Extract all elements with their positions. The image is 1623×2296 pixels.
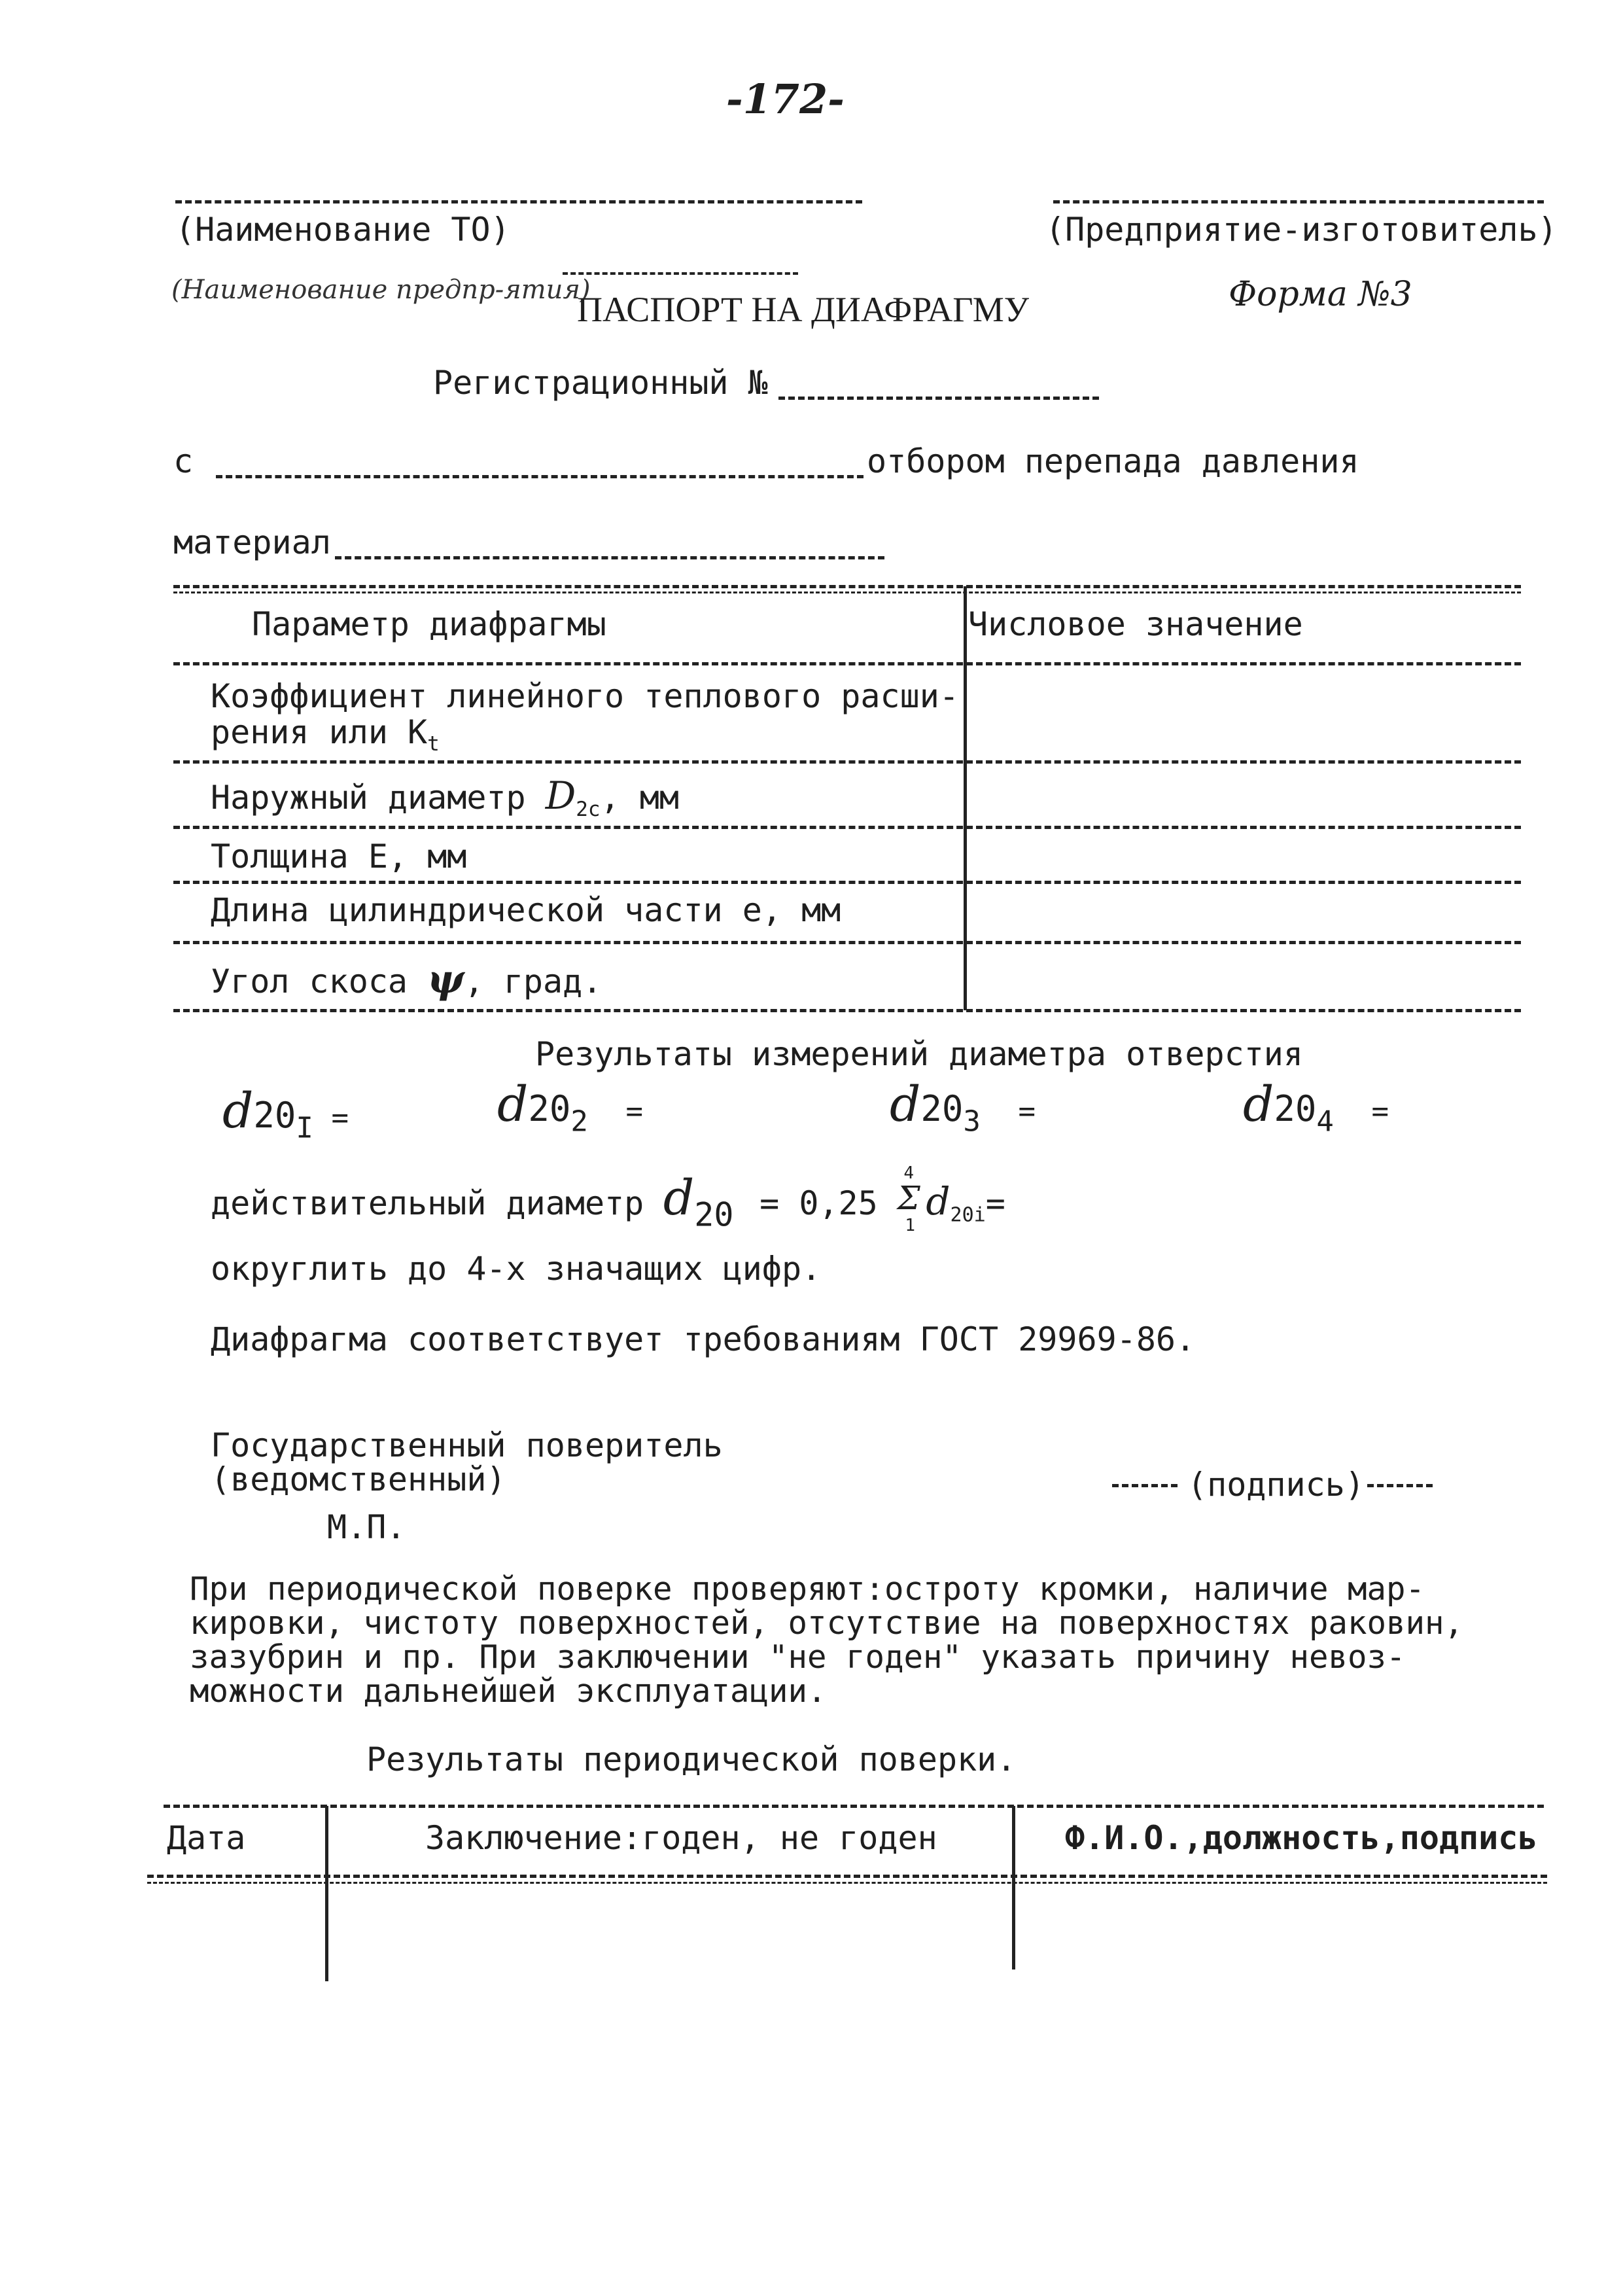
actual-diameter-formula: = 0,25 [759,1184,878,1222]
results-table-top-rule [164,1805,1544,1808]
tapping-prefix: с [173,442,194,480]
results-header-signature: Ф.И.О.,должность,подпись [1065,1819,1538,1857]
measurement-base: 20 [528,1088,571,1129]
verifier-line1: Государственный поверитель [211,1426,723,1464]
param-header-rule [173,662,1521,665]
header-right-rule [1053,200,1544,203]
sum-top: 4 [903,1163,915,1183]
material-label: материал [173,523,331,561]
param-row-rule [173,826,1521,829]
sum-bottom: 1 [905,1216,916,1235]
param-row-label-sub: t [427,732,440,756]
param-row-symbol: ψ [427,957,464,1002]
measurement-item-1 [222,1083,349,1144]
header-right-caption: (Предприятие-изготовитель) [1045,211,1558,249]
title-prefix-rule [563,272,798,275]
param-table-top-rule [173,585,1521,588]
actual-diameter-line [211,1163,1005,1235]
registration-label: Регистрационный № [433,364,768,402]
compliance-statement: Диафрагма соответствует требованиям ГОСТ 29969-86. [211,1320,1196,1358]
measurement-item-3 [890,1076,1036,1138]
periodic-text-line: кировки, чистоту поверхностей, отсутствие на поверхностях раковин, [190,1604,1464,1642]
measurement-base: 20 [253,1095,296,1136]
param-row-label: Длина цилиндрической части e, мм [211,891,841,929]
header-left-caption: (Наименование ТО) [175,211,510,249]
param-header-name: Параметр диафрагмы [252,605,606,643]
measurement-base: 20 [920,1088,964,1129]
page-number: -172- [726,75,845,123]
param-row-rule [173,941,1521,944]
results-table-divider-2 [1012,1806,1015,1969]
measurement-eq: = [1371,1095,1389,1128]
verifier-line2: (ведомственный) [211,1460,506,1498]
periodic-results-title: Результаты периодической поверки. [366,1740,1017,1778]
measurement-sub: 4 [1316,1104,1334,1139]
sum-symbol: Σ [897,1179,920,1217]
param-row-unit: , град. [464,963,602,1000]
tapping-suffix: отбором перепада давления [867,442,1359,480]
measurement-eq: = [625,1095,644,1128]
results-header-rule [147,1875,1547,1878]
measurement-symbol: d [890,1076,921,1133]
param-row-label-line2 [211,713,440,756]
signature-rule-right[interactable] [1367,1484,1433,1487]
signature-rule-left[interactable] [1112,1484,1178,1487]
measurement-item-2 [497,1076,643,1138]
results-header-date: Дата [167,1819,246,1857]
form-label: Форма №3 [1229,275,1412,314]
actual-diameter-label: действительный диаметр [211,1184,644,1222]
material-rule[interactable] [335,556,884,559]
measurement-symbol: d [1243,1076,1274,1133]
periodic-text-line: зазубрин и пр. При заключении "не годен" указать причину невоз- [190,1638,1406,1676]
sum-term-sub: 20i [950,1203,986,1227]
rounding-note: округлить до 4-х значащих цифр. [211,1250,822,1288]
measurements-heading: Результаты измерений диаметра отверстия [535,1035,1303,1073]
param-row-label [211,773,679,821]
actual-diameter-sub: 20 [694,1195,734,1234]
measurement-sub: 2 [570,1104,588,1139]
measurement-eq: = [1018,1095,1036,1128]
header-left-rule [175,200,862,203]
registration-rule[interactable] [778,397,1099,400]
param-row-label-line1: Коэффициент линейного теплового расши- [211,677,959,715]
param-header-value: Числовое значение [968,605,1303,643]
handwritten-enterprise-name: (Наименование предпр-ятия) [171,275,591,305]
results-header-conclusion: Заключение:годен, не годен [425,1819,937,1857]
measurement-item-4 [1243,1076,1389,1138]
param-row-rule [173,881,1521,884]
periodic-text-line: можности дальнейшей эксплуатации. [190,1672,827,1710]
stamp-place: М.П. [327,1508,406,1546]
results-table-divider-1 [325,1806,328,1981]
measurement-sub: 3 [963,1104,981,1139]
periodic-text-line: При периодической поверке проверяют:остроту кромки, наличие мар- [190,1570,1425,1608]
param-table-top-rule-2 [173,592,1521,593]
param-table-bottom-rule [173,1009,1521,1012]
measurement-symbol: d [497,1076,529,1133]
results-header-rule-2 [147,1882,1547,1884]
param-row-symbol: D [545,773,576,818]
measurement-symbol: d [222,1083,254,1139]
param-row-label-text: Наружный диаметр [211,779,526,817]
param-row-symbol-sub: 2c [576,797,601,821]
measurement-eq: = [331,1101,349,1135]
sum-eq: = [985,1184,1005,1222]
param-row-rule [173,760,1521,764]
param-row-unit: , мм [600,779,680,817]
param-row-label [211,957,602,1002]
measurement-base: 20 [1274,1088,1317,1129]
measurement-sub: I [296,1111,313,1145]
actual-diameter-symbol: d [663,1170,695,1226]
param-row-label: Толщина E, мм [211,838,467,875]
sum-operator [896,1163,926,1235]
param-row-label-text: Угол скоса [211,963,408,1000]
tapping-rule[interactable] [216,475,864,478]
param-table-divider [964,586,967,1010]
signature-caption: (подпись) [1187,1466,1365,1504]
param-row-label-text: рения или K [211,713,428,751]
sum-term: d [926,1179,951,1224]
passport-title: ПАСПОРТ НА ДИАФРАГМУ [577,290,1029,329]
